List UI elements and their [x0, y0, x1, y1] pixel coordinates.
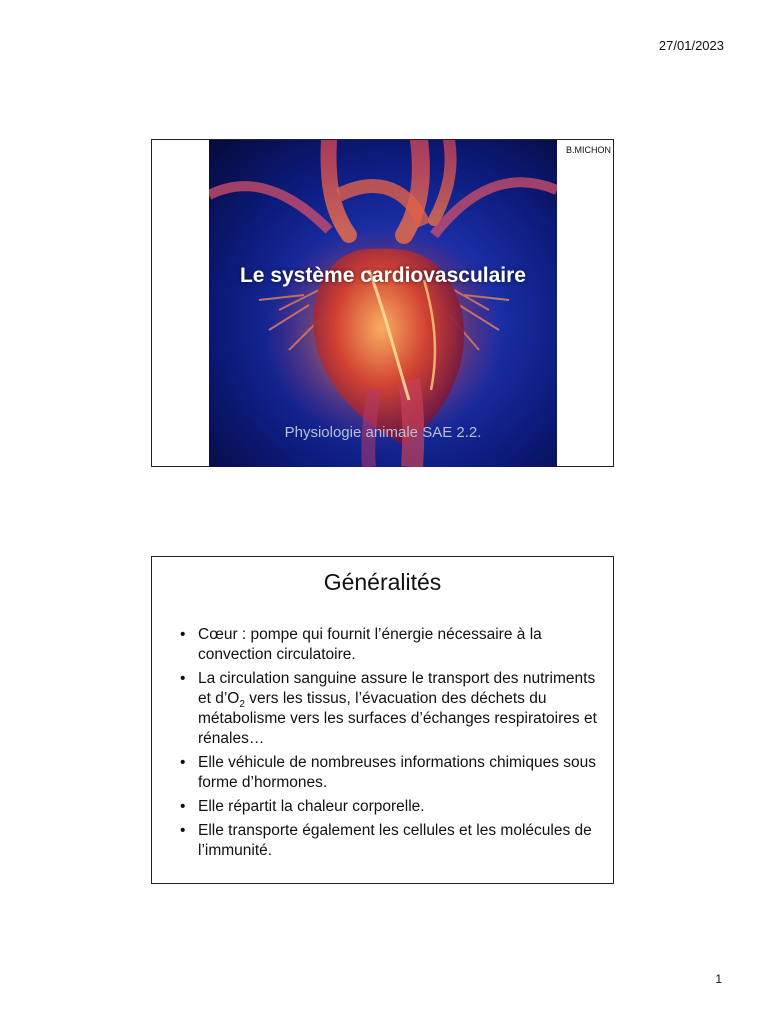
title-slide: [151, 139, 614, 467]
bullet-item: • La circulation sanguine assure le transport des nutriments et $d’O_2$ vers les tissus, l’évacuation des déchets du métabolisme vers les surfaces d’échanges respiratoires et rénales…: [178, 669, 597, 749]
bullet-item: • Cœur : pompe qui fournit l’énergie nécessaire à la convection circulatoire.: [178, 625, 597, 665]
bullet-item: • Elle transporte également les cellules et les molécules de l’immunité.: [178, 821, 597, 861]
heart-illustration: [209, 140, 557, 467]
slide-title: Le système cardiovasculaire: [239, 264, 526, 287]
heart-artwork: [209, 140, 557, 467]
bullet-item: • Elle répartit la chaleur corporelle.: [178, 797, 597, 817]
slide-title: Généralités: [323, 569, 442, 595]
bullet-item: • Elle véhicule de nombreuses informations chimiques sous forme d’hormones.: [178, 753, 597, 793]
page-date: 27/01/2023: [658, 38, 724, 53]
bullet-list: [178, 625, 597, 865]
slide-subtitle: Physiologie animale SAE 2.2.: [284, 424, 482, 441]
page-number: 1: [715, 972, 722, 986]
author-label: B.MICHON: [566, 145, 611, 155]
content-slide: [151, 556, 614, 884]
